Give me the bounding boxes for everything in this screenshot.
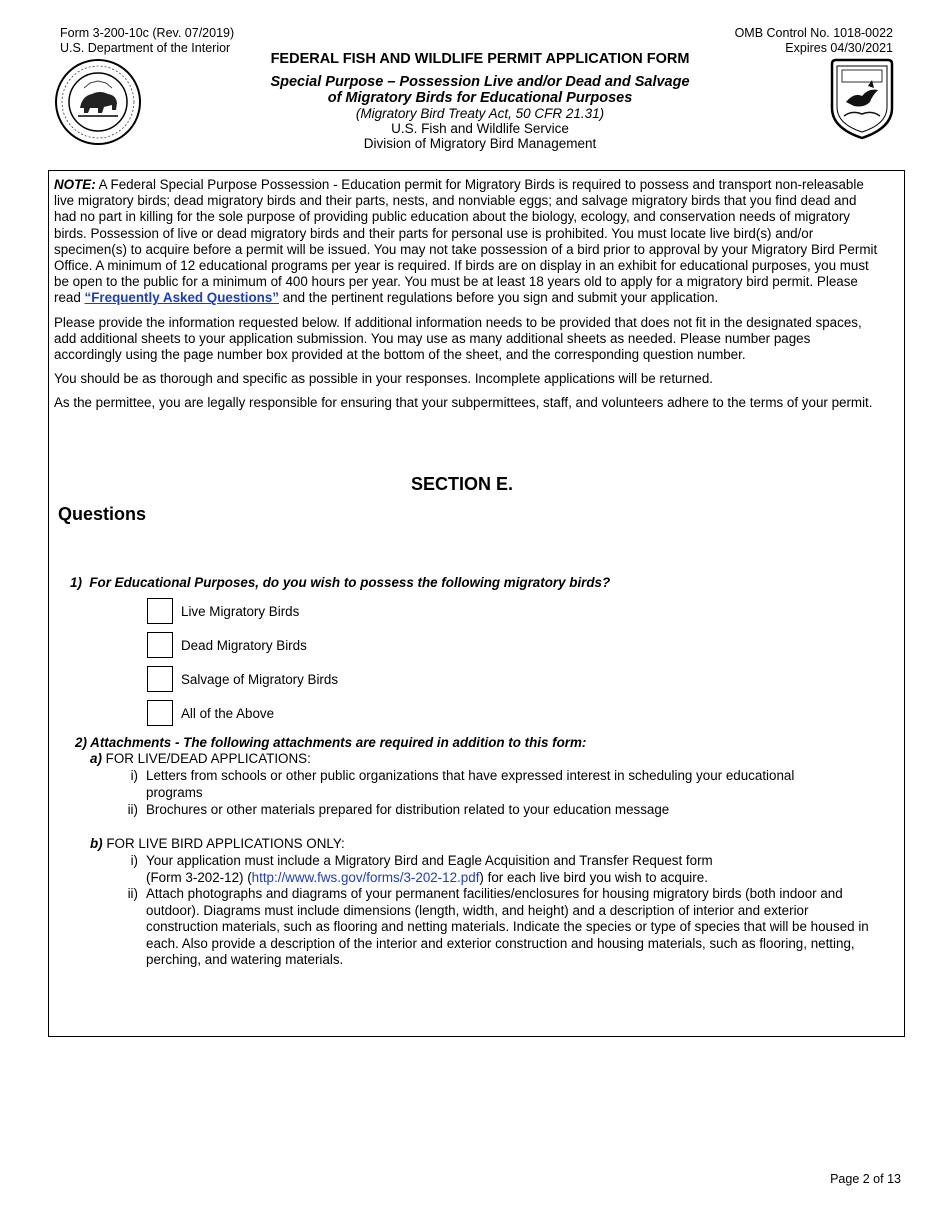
item-number: ii)	[127, 802, 138, 817]
form-title: FEDERAL FISH AND WILDLIFE PERMIT APPLICATION FORM	[270, 51, 690, 67]
attachment-a-item-1	[120, 768, 850, 801]
attachments-a-label: a)	[90, 751, 102, 766]
question-1-number: 1)	[70, 575, 82, 590]
agency-name: U.S. Fish and Wildlife Service	[391, 121, 569, 136]
note-label: NOTE:	[54, 177, 96, 192]
note-text-end: and the pertinent regulations before you sign and submit your application.	[278, 290, 719, 306]
option-all[interactable]	[147, 698, 274, 728]
item-text: Attach photographs and diagrams of your permanent facilities/enclosures for housing migratory birds (both indoor and outdoor). Diagrams must include dimensions (length, width, and height) and a description of interior and exterior construction materials, such as flooring and netting materials. Indicate the species or type of species that will be housed in each. Also provide a description of the interior and exterior construction and housing materials, such as flooring, netting, perching, and watering materials.	[146, 886, 869, 967]
note-text: A Federal Special Purpose Possession - Education permit for Migratory Birds is required to possess and transport non-releasable live migratory birds; dead migratory birds and their parts, nests, and nonviable eggs; and salvage migratory birds that you find dead and had no part in killing for the sole purpose of providing public education about the biology, ecology, and conservation needs of migratory birds. Possession of live or dead migratory birds and their parts for personal use is prohibited. You must locate live bird(s) and/or specimen(s) to acquire before a permit will be issued. You may not take possession of a bird prior to approval by your Migratory Bird Permit Office. A minimum of 12 educational programs per year is required. If birds are on display in an exhibit for educational purposes, you must be open to the public for a minimum of 400 hours per year. You must be at least 18 years old to apply for a migratory bird permit. Please read	[54, 177, 878, 306]
act-reference: (Migratory Bird Treaty Act, 50 CFR 21.31)	[355, 106, 605, 121]
item-number: i)	[130, 768, 138, 783]
item-text: Letters from schools or other public organizations that have expressed interest in scheduling your educational programs	[146, 768, 795, 800]
live-birds-label: Live Migratory Birds	[181, 603, 300, 619]
department-name: U.S. Department of the Interior	[60, 41, 231, 55]
all-above-checkbox[interactable]	[147, 700, 173, 726]
faq-link[interactable]: “Frequently Asked Questions”	[84, 290, 279, 306]
all-above-label: All of the Above	[181, 705, 275, 721]
item-text: Your application must include a Migratory Bird and Eagle Acquisition and Transfer Request form (Form 3-202-12) (	[146, 853, 713, 885]
form-subtitle-line2: of Migratory Birds for Educational Purposes	[327, 90, 633, 106]
salvage-checkbox[interactable]	[147, 666, 173, 692]
question-2-text: Attachments - The following attachments are required in addition to this form:	[90, 735, 587, 750]
attachments-b-heading	[90, 836, 345, 853]
form-title-block	[220, 52, 740, 151]
item-number: i)	[130, 853, 138, 868]
question-1-text: For Educational Purposes, do you wish to possess the following migratory birds?	[89, 575, 611, 590]
question-1	[70, 575, 610, 590]
item-number: ii)	[127, 886, 138, 901]
dead-birds-checkbox[interactable]	[147, 632, 173, 658]
expiration-date: Expires 04/30/2021	[785, 41, 893, 55]
item-text-end: ) for each live bird you wish to acquire.	[479, 869, 708, 885]
omb-control-number: OMB Control No. 1018-0022	[734, 26, 893, 40]
questions-heading: Questions	[58, 504, 147, 524]
option-salvage[interactable]	[147, 664, 338, 694]
fws-shield-icon	[828, 58, 896, 140]
attachment-b-item-1	[120, 853, 740, 886]
form-3-202-12-link[interactable]: http://www.fws.gov/forms/3-202-12.pdf	[251, 869, 480, 885]
instructions-paragraph-4: As the permittee, you are legally responsible for ensuring that your subpermittees, staff, and volunteers adhere to the terms of your permit.	[54, 395, 873, 411]
attachments-a-heading	[90, 751, 311, 768]
attachments-a-text: FOR LIVE/DEAD APPLICATIONS:	[105, 751, 311, 766]
attachment-a-item-2	[120, 802, 850, 819]
option-dead-birds[interactable]	[147, 630, 307, 660]
division-name: Division of Migratory Bird Management	[363, 136, 597, 151]
attachments-b-label: b)	[90, 836, 103, 851]
instructions-paragraph-2: Please provide the information requested below. If additional information needs to be provided that does not fit in the designated spaces, add additional sheets to your application submission. You may use as many additional sheets as needed. Please number pages accordingly using the page number box provided at the bottom of the sheet, and the corresponding question number.	[54, 314, 862, 363]
form-header-left	[60, 26, 234, 56]
attachments-b-text: FOR LIVE BIRD APPLICATIONS ONLY:	[106, 836, 345, 851]
instructions-block	[54, 177, 880, 420]
note-paragraph	[54, 177, 880, 307]
option-live-birds[interactable]	[147, 596, 299, 626]
section-title: SECTION E.	[410, 474, 513, 494]
question-2	[75, 735, 586, 750]
instructions-paragraph-3: You should be as thorough and specific as possible in your responses. Incomplete applications will be returned.	[54, 371, 714, 387]
live-birds-checkbox[interactable]	[147, 598, 173, 624]
page-number: Page 2 of 13	[830, 1172, 901, 1186]
salvage-label: Salvage of Migratory Birds	[181, 671, 339, 687]
question-2-number: 2)	[75, 735, 87, 750]
form-header-right	[735, 26, 893, 56]
doi-seal-icon	[54, 58, 142, 146]
attachment-b-item-2	[120, 886, 872, 969]
form-subtitle-line1: Special Purpose – Possession Live and/or Dead and Salvage	[270, 74, 690, 90]
form-number: Form 3-200-10c (Rev. 07/2019)	[60, 26, 235, 40]
item-text: Brochures or other materials prepared for distribution related to your education message	[146, 802, 670, 817]
dead-birds-label: Dead Migratory Birds	[181, 637, 307, 653]
